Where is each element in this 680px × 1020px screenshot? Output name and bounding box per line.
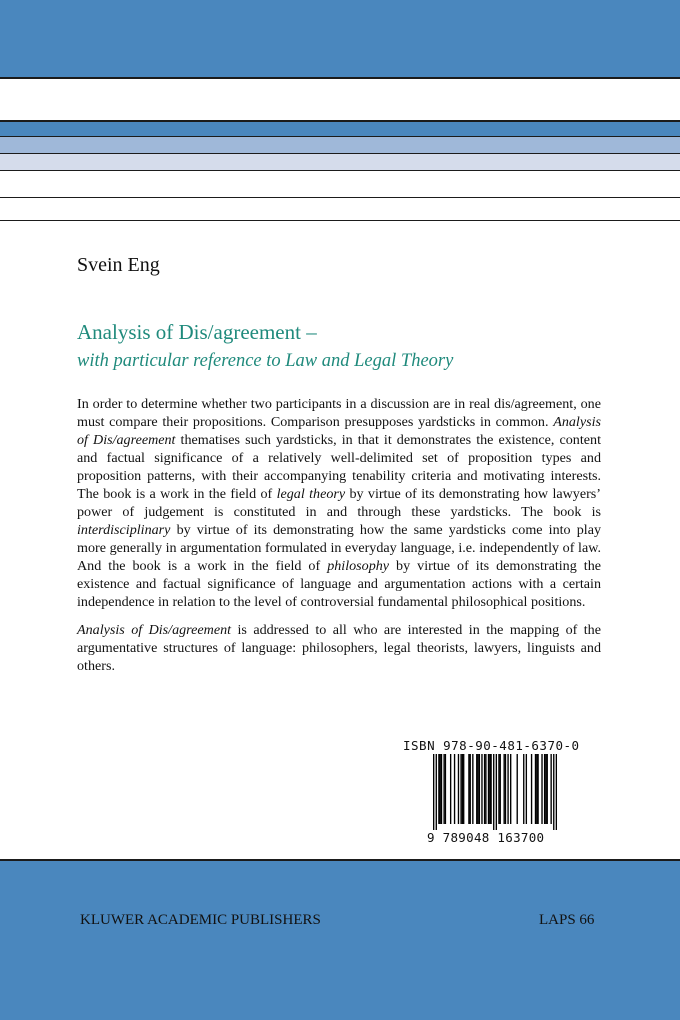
barcode-bar (484, 754, 485, 824)
barcode-bar (535, 754, 536, 824)
barcode-bar (517, 754, 518, 824)
barcode-bar (553, 754, 554, 830)
barcode-bar (485, 754, 486, 824)
barcode-bar (440, 754, 441, 824)
barcode-bar (441, 754, 442, 824)
barcode-bar (454, 754, 455, 824)
barcode-bar (450, 754, 451, 824)
barcode-bar (505, 754, 506, 824)
barcode-bar (488, 754, 489, 824)
barcode-bar (477, 754, 478, 824)
decorative-stripe-medium (0, 137, 680, 154)
barcode-bar (438, 754, 439, 824)
barcode-bar (537, 754, 538, 824)
barcode-bar (510, 754, 511, 824)
bottom-color-band (0, 859, 680, 1020)
barcode-icon (433, 754, 557, 830)
barcode-bar (536, 754, 537, 824)
barcode-number: 9 789048 163700 (427, 830, 545, 845)
barcode-bar (433, 754, 434, 830)
italic-phrase: interdisciplinary (77, 522, 171, 538)
text-run: In order to determine whether two participants in a discussion are in real dis/agreement, one must compare their propositions. Comparison presupposes yardsticks in common. (77, 396, 601, 430)
barcode-bar (544, 754, 545, 824)
barcode-bar (463, 754, 464, 824)
barcode-bar (541, 754, 542, 824)
description-paragraph-2 (77, 621, 601, 675)
author-name: Svein Eng (77, 254, 160, 276)
barcode-bar (472, 754, 473, 824)
italic-phrase: Analysis of Dis/agreement (77, 414, 601, 448)
decorative-stripe-light (0, 154, 680, 171)
divider-line (0, 197, 680, 198)
series-label: LAPS 66 (539, 912, 595, 928)
book-title: Analysis of Dis/agreement – (77, 320, 317, 344)
text-run: by virtue of its demonstrating how lawyers’ power of judgement is constituted in and through these yardsticks. The book is (77, 486, 601, 520)
text-run: is addressed to all who are interested in the mapping of the argumentative structures of language: philosophers, legal theorists, lawyers, linguists and others. (77, 622, 601, 674)
barcode-bar (445, 754, 446, 824)
barcode-bar (550, 754, 551, 824)
book-subtitle: with particular reference to Law and Legal Theory (77, 351, 454, 371)
top-color-band (0, 0, 680, 79)
barcode-bar (523, 754, 524, 824)
barcode-bar (436, 754, 437, 830)
barcode-bar (489, 754, 490, 824)
barcode-bar (462, 754, 463, 824)
description-paragraph-1 (77, 395, 601, 611)
barcode-bar (526, 754, 527, 824)
isbn-label: ISBN 978-90-481-6370-0 (403, 738, 580, 753)
divider-line (0, 220, 680, 221)
barcode-bar (545, 754, 546, 824)
barcode-bar (507, 754, 508, 824)
barcode-bar (547, 754, 548, 824)
text-run: by virtue of its demonstrating the existence and factual significance of language and argumentation actions with a certain independence in relation to the level of controversial fundamental philosophical positions. (77, 558, 601, 610)
barcode-bar (490, 754, 491, 824)
barcode-bar (503, 754, 504, 824)
publisher-name: KLUWER ACADEMIC PUBLISHERS (80, 912, 321, 928)
italic-phrase: Analysis of Dis/agreement (77, 622, 232, 638)
barcode-bar (531, 754, 532, 824)
isbn-barcode-block (403, 738, 593, 845)
barcode-bar (458, 754, 459, 824)
barcode-bar (470, 754, 471, 824)
barcode-bar (476, 754, 477, 824)
text-run: by virtue of its demonstrating how the same yardsticks come into play more generally in argumentation formulated in everyday language, i.e. independently of law. And the book is a work in the field of (77, 522, 601, 574)
barcode-bar (500, 754, 501, 824)
barcode-bar (496, 754, 497, 830)
barcode-bar (443, 754, 444, 824)
barcode-bar (498, 754, 499, 824)
text-run: thematises such yardsticks, in that it demonstrates the existence, content and factual significance of a relatively well-delimited set of proposition types and proposition patterns, with their accompanying tenability criteria and motivating interests. The book is a work in the field of (77, 432, 601, 502)
barcode-bar (460, 754, 461, 824)
barcode-bar (493, 754, 494, 830)
barcode-bar (481, 754, 482, 824)
italic-phrase: legal theory (276, 486, 346, 502)
barcode-bar (479, 754, 480, 824)
decorative-stripe-dark (0, 120, 680, 137)
italic-phrase: philosophy (327, 558, 390, 574)
barcode-bar (556, 754, 557, 830)
barcode-bar (468, 754, 469, 824)
